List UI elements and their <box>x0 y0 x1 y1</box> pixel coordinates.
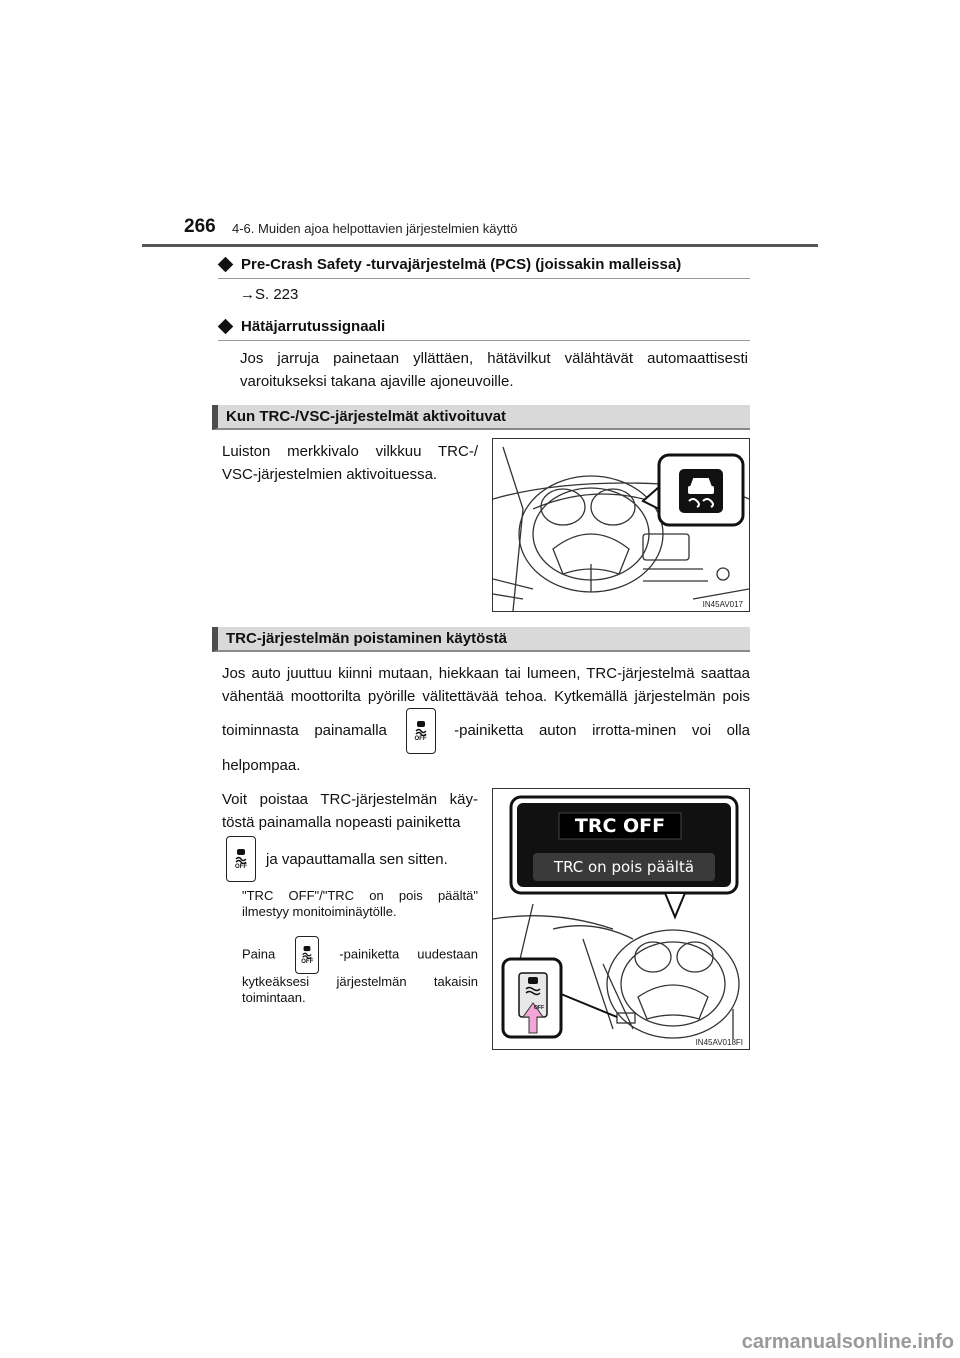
trc-off-button-icon <box>406 708 436 754</box>
trc-off-display-figure <box>492 788 750 1050</box>
off-label: OFF <box>301 958 314 965</box>
skid-car-icon <box>301 945 313 959</box>
trc-vsc-text: Luiston merkkivalo vilkkuu TRC-/ VSC-järjestelmien aktivoituessa. <box>222 443 478 483</box>
off-label: OFF <box>414 735 427 742</box>
figure-code: IN45AV017 <box>702 600 743 609</box>
emergency-signal-rule <box>218 340 750 341</box>
trc-off-paragraph <box>222 662 750 777</box>
page-number: 266 <box>184 216 216 237</box>
trc-off-note2-b: -painiketta uudestaan kytkeäksesi järjestelmän takaisin toimintaan. <box>242 946 478 1005</box>
skid-car-icon <box>234 848 248 864</box>
watermark: carmanualsonline.info <box>741 1331 954 1353</box>
trc-off-paragraph-part1: Jos auto juuttuu kiinni mutaan, hiekkaan tai lumeen, TRC-järjestelmä saattaa vähentää moottorilta pyörille välitettävää tehoa. Kytkemällä järjestelmän pois toiminnasta painamalla <box>222 665 750 739</box>
pcs-page-reference: →S. 223 <box>240 286 299 303</box>
display-trc-status-text: TRC on pois päältä <box>553 858 695 876</box>
display-trc-off-text: TRC OFF <box>574 815 666 837</box>
dashboard-figure-slip-indicator <box>492 438 750 612</box>
inset-off-label: OFF <box>534 1005 544 1011</box>
trc-off-note1: "TRC OFF"/"TRC on pois päältä" ilmestyy monitoiminäytölle. <box>242 888 478 919</box>
trc-off-button-icon <box>295 936 319 974</box>
trc-off-column-line <box>226 836 448 882</box>
trc-off-column-text2: ja vapauttamalla sen sitten. <box>266 850 448 868</box>
emergency-signal-heading-text: Hätäjarrutussignaali <box>241 318 386 335</box>
off-label: OFF <box>235 863 247 870</box>
trc-off-note2-a: Paina <box>242 946 276 962</box>
trc-off-button-icon <box>226 836 256 882</box>
emergency-signal-text: Jos jarruja painetaan yllättäen, hätävilkut välähtävät automaattisesti varoitukseksi takana ajaville ajoneuvoille. <box>240 350 748 390</box>
figure-code: IN45AV018FI <box>695 1038 743 1047</box>
trc-off-band: TRC-järjestelmän poistaminen käytöstä <box>212 627 750 652</box>
trc-off-paragraph-part2: -painiketta auton irrotta-minen voi olla helpompaa. <box>222 721 751 774</box>
pcs-rule <box>218 278 750 279</box>
skid-car-icon <box>414 720 428 736</box>
trc-off-column-text1: Voit poistaa TRC-järjestelmän käy-töstä painamalla nopeasti painiketta <box>222 791 478 831</box>
diamond-bullet-icon <box>218 257 234 273</box>
header-rule <box>142 244 818 247</box>
trc-off-note2 <box>242 936 478 1006</box>
trc-vsc-band: Kun TRC-/VSC-järjestelmät aktivoituvat <box>212 405 750 430</box>
dashboard-illustration <box>493 439 749 611</box>
pcs-heading-text: Pre-Crash Safety -turvajärjestelmä (PCS) (joissakin malleissa) <box>241 256 682 273</box>
section-title: 4-6. Muiden ajoa helpottavien järjestelmien käyttö <box>232 221 518 236</box>
emergency-signal-heading <box>218 318 385 335</box>
pcs-heading <box>218 256 681 273</box>
diamond-bullet-icon <box>218 319 234 335</box>
